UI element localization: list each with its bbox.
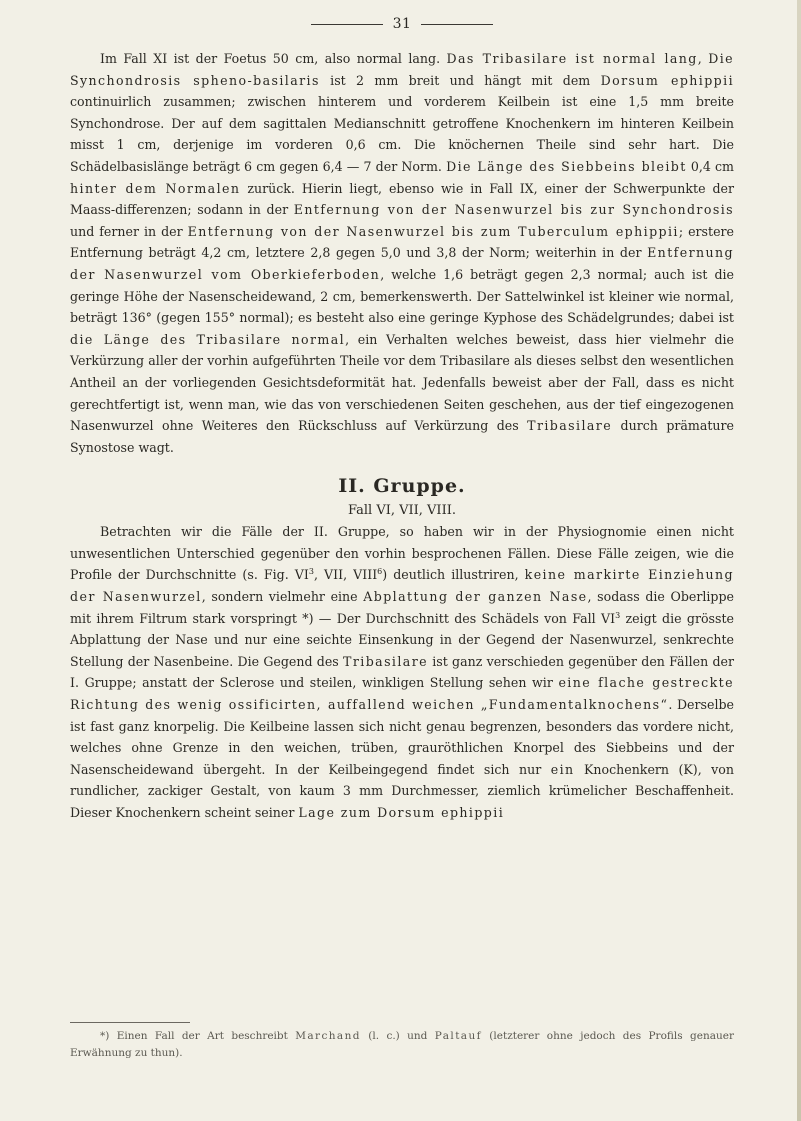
page-number: 31 bbox=[392, 16, 412, 32]
footnote: *) Einen Fall der Art beschreibt Marchand (l. c.) und Paltauf (letzterer ohne jedoch des Profils genauer Erwähnung zu thun). bbox=[70, 1030, 734, 1059]
header-rule-right bbox=[421, 24, 493, 25]
footnote-rule bbox=[70, 1022, 190, 1023]
main-text bbox=[70, 48, 734, 824]
header-rule-left bbox=[311, 24, 383, 25]
document-page bbox=[70, 0, 734, 1121]
page-edge bbox=[797, 0, 801, 1121]
section-heading: II. Gruppe. bbox=[338, 475, 466, 498]
section-subheading: Fall VI, VII, VIII. bbox=[348, 503, 456, 519]
paragraph-fall-xi: Im Fall XI ist der Foetus 50 cm, also normal lang. Das Tribasilare ist normal lang, Die Synchondrosis spheno-basilaris ist 2 mm breit und hängt mit dem Dorsum ephippii continuirlich zusammen; zwischen hinterem und vorderem Keilbein ist eine 1,5 mm breite Synchondrose. Der auf dem sagittalen Medianschnitt getroffene Knochenkern im hinteren Keilbein misst 1 cm, derjenige im vorderen 0,6 cm. Die knöchernen Theile sind sehr hart. Die Schädelbasislänge beträgt 6 cm gegen 6,4 — 7 der Norm. Die Länge des Siebbeins bleibt 0,4 cm hinter dem Normalen zurück. Hierin liegt, ebenso wie in Fall IX, einer der Schwerpunkte der Maass-differenzen; sodann in der Entfernung von der Nasenwurzel bis zur Synchondrosis und ferner in der Entfernung von der Nasenwurzel bis zum Tuberculum ephippii; erstere Entfernung beträgt 4,2 cm, letztere 2,8 gegen 5,0 und 3,8 der Norm; weiterhin in der Entfernung der Nasenwurzel vom Oberkieferboden, welche 1,6 beträgt gegen 2,3 normal; auch ist die geringe Höhe der Nasenscheidewand, 2 cm, bemerkenswerth. Der Sattelwinkel ist kleiner wie normal, beträgt 136° (gegen 155° normal); es besteht also eine geringe Kyphose des Schädelgrundes; dabei ist die Länge des Tribasilare normal, ein Verhalten welches beweist, dass hier vielmehr die Verkürzung aller der vorhin aufgeführten Theile vor dem Tribasilare als dieses selbst den wesentlichen Antheil an der vorliegenden Gesichtsdeformität hat. Jedenfalls beweist aber der Fall, dass es nicht gerechtfertigt ist, wenn man, wie das von verschiedenen Seiten geschehen, aus der tief eingezogenen Nasenwurzel ohne Weiteres den Rückschluss auf Verkürzung des Tribasilare durch prämature Synostose wagt. bbox=[70, 51, 735, 455]
paragraph-gruppe-ii: Betrachten wir die Fälle der II. Gruppe, so haben wir in der Physiognomie einen nicht unwesentlichen Unterschied gegenüber den vorhin besprochenen Fällen. Diese Fälle zeigen, wie die Profile der Durchschnitte (s. Fig. $VI^3$, VII, VIII$^6$) deutlich illustriren, keine markirte Einziehung der Nasenwurzel, sondern vielmehr eine Abplattung der ganzen Nase, sodass die Oberlippe mit ihrem Filtrum stark vorspringt *) — Der Durchschnitt des Schädels von Fall $VI^3$ zeigt die grösste Abplattung der Nase und nur eine seichte Einsenkung in der Gegend der Nasenwurzel, senkrechte Stellung der Nasenbeine. Die Gegend des Tribasilare ist ganz verschieden gegenüber den Fällen der I. Gruppe; anstatt der Sclerose und steilen, winkligen Stellung sehen wir eine flache gestreckte Richtung des wenig ossificirten, auffallend weichen „Fundamentalknochens“. Derselbe ist fast ganz knorpelig. Die Keilbeine lassen sich nicht genau begrenzen, besonders das vordere nicht, welches ohne Grenze in den weichen, trüben, grauröthlichen Knorpel des Siebbeins und der Nasenscheidewand übergeht. In der Keilbeingegend findet sich nur ein Knochenkern (K), von rundlicher, zackiger Gestalt, von kaum 3 mm Durchmesser, ziemlich krümelicher Beschaffenheit. Dieser Knochenkern scheint seiner Lage zum Dorsum ephippii bbox=[70, 524, 734, 820]
page-header bbox=[70, 12, 734, 36]
